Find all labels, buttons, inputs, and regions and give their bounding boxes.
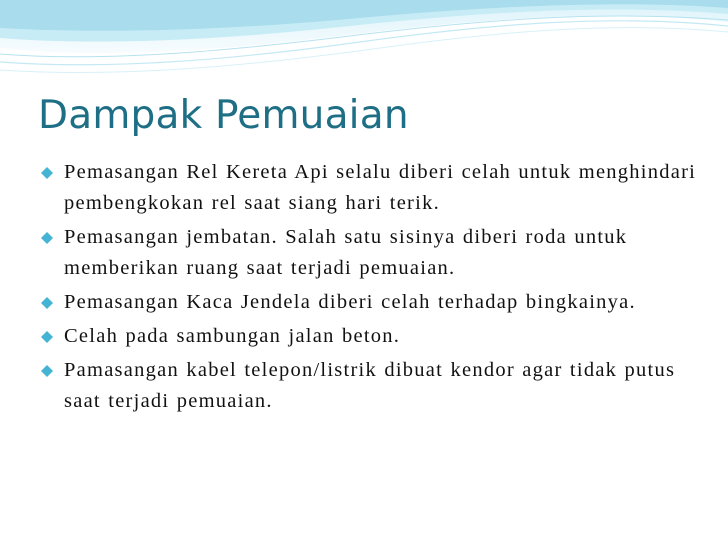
- bullet-marker-icon: [40, 166, 54, 180]
- slide-title: Dampak Pemuaian: [38, 93, 409, 138]
- bullet-list: [40, 157, 700, 420]
- bullet-item: [40, 321, 700, 352]
- bullet-marker-icon: [40, 231, 54, 245]
- wave-header-decoration: [0, 0, 728, 80]
- bullet-text: Pemasangan Rel Kereta Api selalu diberi celah untuk menghindari pembengkokan rel saat siang hari terik.: [64, 161, 697, 214]
- bullet-text: Celah pada sambungan jalan beton.: [64, 325, 401, 347]
- bullet-text: Pemasangan Kaca Jendela diberi celah terhadap bingkainya.: [64, 291, 636, 313]
- bullet-item: [40, 287, 700, 318]
- bullet-item: [40, 355, 700, 417]
- bullet-marker-icon: [40, 330, 54, 344]
- bullet-item: [40, 157, 700, 219]
- bullet-text: Pamasangan kabel telepon/listrik dibuat kendor agar tidak putus saat terjadi pemuaian.: [64, 359, 676, 412]
- bullet-item: [40, 222, 700, 284]
- bullet-marker-icon: [40, 296, 54, 310]
- bullet-marker-icon: [40, 364, 54, 378]
- bullet-text: Pemasangan jembatan. Salah satu sisinya diberi roda untuk memberikan ruang saat terjadi pemuaian.: [64, 226, 628, 279]
